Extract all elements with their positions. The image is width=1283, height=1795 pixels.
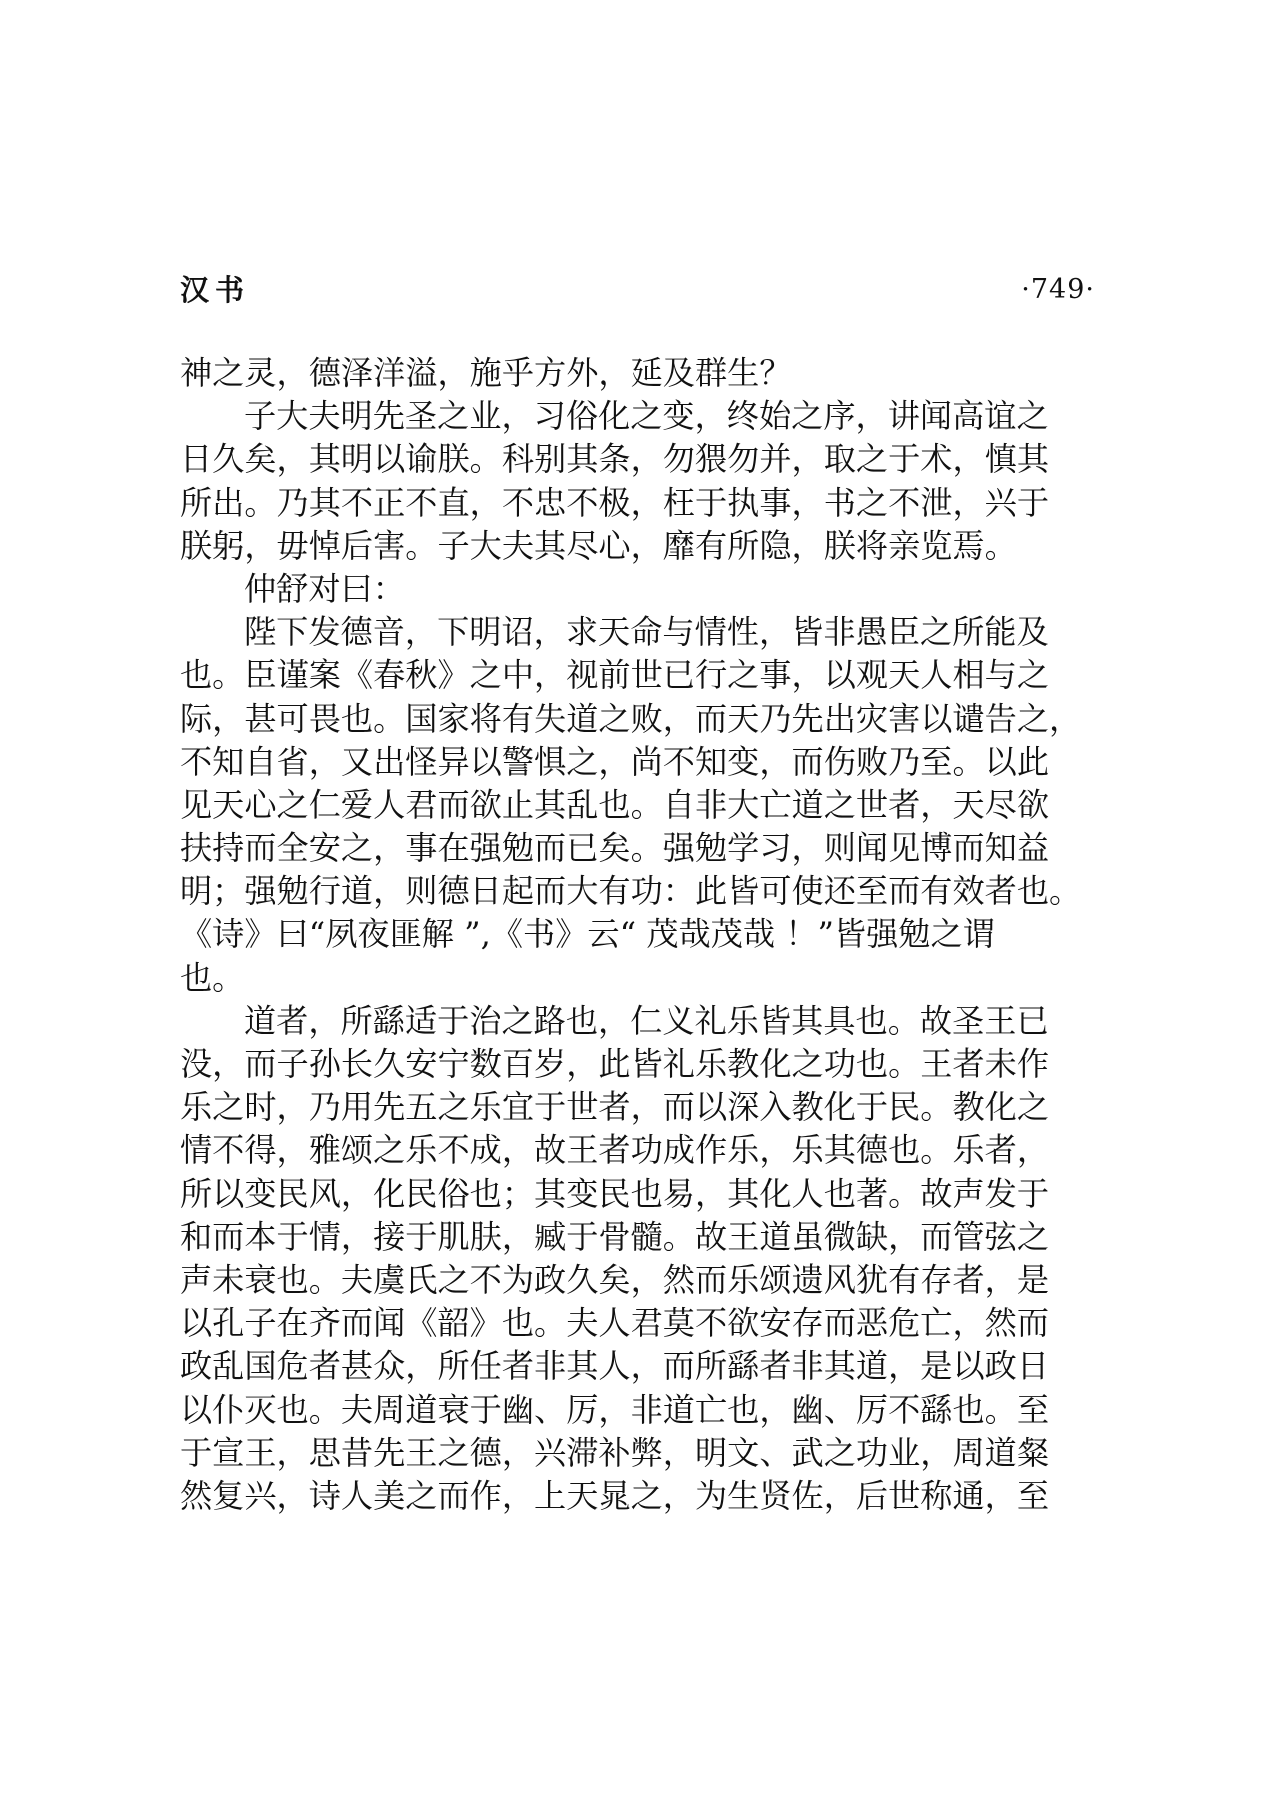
text-line: 政乱国危者甚众，所任者非其人，而所繇者非其道，是以政日 — [180, 1347, 1050, 1386]
text-line: 神之灵，德泽洋溢，施乎方外，延及群生？ — [180, 354, 792, 392]
text-line: 所出。乃其不正不直，不忠不极，枉于执事，书之不泄，兴于 — [180, 483, 1050, 522]
text-line: 所以变民风，化民俗也；其变民也易，其化人也著。故声发于 — [180, 1174, 1050, 1213]
book-title: 汉书 — [180, 273, 251, 307]
text-line: 以仆灭也。夫周道衰于幽、厉，非道亡也，幽、厉不繇也。至 — [180, 1390, 1050, 1429]
text-line: 声未衰也。夫虞氏之不为政久矣，然而乐颂遗风犹有存者，是 — [180, 1260, 1050, 1299]
text-line: 见天心之仁爱人君而欲止其乱也。自非大亡道之世者，天尽欲 — [180, 785, 1050, 824]
text-line: 和而本于情，接于肌肤，臧于骨髓。故王道虽微缺，而管弦之 — [180, 1217, 1050, 1256]
text-line: 陛下发德音，下明诏，求天命与情性，皆非愚臣之所能及 — [244, 613, 1049, 652]
text-line: 道者，所繇适于治之路也，仁义礼乐皆其具也。故圣王已 — [244, 1001, 1049, 1040]
text-line: 日久矣，其明以谕朕。科别其条，勿猥勿并，取之于术，慎其 — [180, 440, 1050, 479]
text-line: 也。 — [180, 958, 245, 997]
text-line: 《诗》曰“夙夜匪解 ”,《书》云“ 茂哉茂哉 ！”皆强勉之谓 — [180, 915, 995, 954]
text-line: 然复兴，诗人美之而作，上天晁之，为生贤佐，后世称通，至 — [180, 1476, 1050, 1515]
text-line: 乐之时，乃用先五之乐宜于世者，而以深入教化于民。教化之 — [180, 1088, 1050, 1127]
body-text — [180, 352, 1085, 1518]
text-line: 以孔子在齐而闻《韶》也。夫人君莫不欲安存而恶危亡，然而 — [180, 1304, 1050, 1343]
text-line: 朕躬，毋悼后害。子大夫其尽心，靡有所隐，朕将亲览焉。 — [180, 526, 1017, 565]
text-line: 情不得，雅颂之乐不成，故王者功成作乐，乐其德也。乐者， — [180, 1131, 1050, 1170]
text-line: 明；强勉行道，则德日起而大有功：此皆可使还至而有效者也。 — [180, 872, 1082, 911]
text-line: 也。臣谨案《春秋》之中，视前世已行之事，以观天人相与之 — [180, 656, 1050, 695]
text-line: 不知自省，又出怪异以警惧之，尚不知变，而伤败乃至。以此 — [180, 742, 1050, 781]
page-number: ·749· — [1021, 274, 1095, 305]
text-line: 扶持而全安之，事在强勉而已矣。强勉学习，则闻见博而知益 — [180, 829, 1050, 868]
text-line: 没，而子孙长久安宁数百岁，此皆礼乐教化之功也。王者未作 — [180, 1045, 1050, 1083]
text-line: 于宣王，思昔先王之德，兴滞补弊，明文、武之功业，周道粲 — [180, 1433, 1050, 1472]
page-header — [180, 268, 1095, 312]
text-line: 子大夫明先圣之业，习俗化之变，终始之序，讲闻高谊之 — [244, 397, 1049, 436]
text-line: 际，甚可畏也。国家将有失道之败，而天乃先出灾害以谴告之， — [180, 699, 1082, 738]
text-line: 仲舒对曰： — [244, 569, 405, 608]
